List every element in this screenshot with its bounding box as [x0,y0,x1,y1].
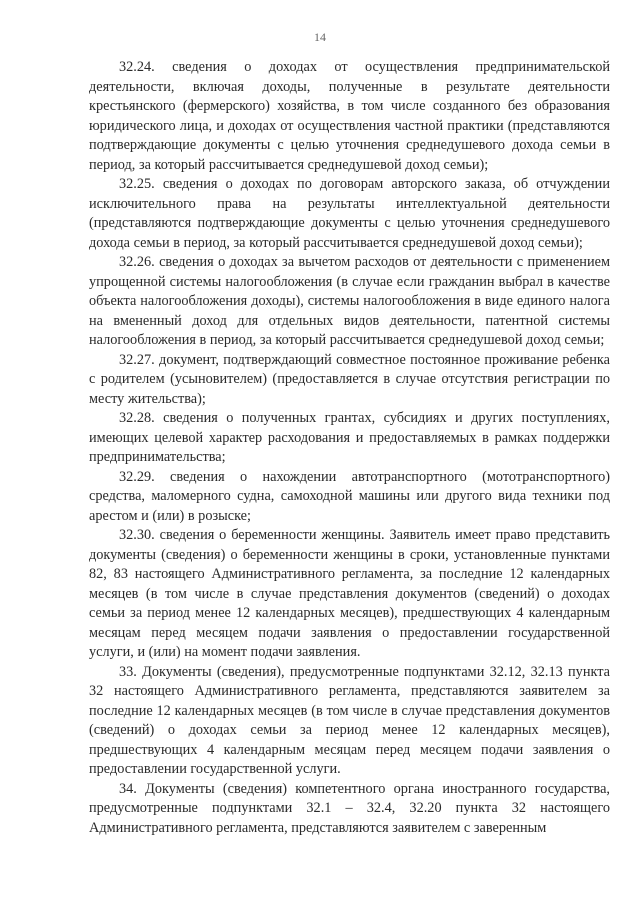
page-number: 14 [314,30,326,44]
paragraph-32-27: 32.27. документ, подтверждающий совместное постоянное проживание ребенка с родителем (усыновителем) (предоставляется в случае отсутствия регистрации по месту жительства); [89,351,610,407]
document-body [89,58,610,838]
paragraph-32-24: 32.24. сведения о доходах от осуществления предпринимательской деятельности, включая доходы, полученные в результате деятельности крестьянского (фермерского) хозяйства, в том числе созданного без образования юридического лица, и доходах от осуществления частной практики (представляются подтверждающие документы с целью уточнения среднедушевого дохода семьи в период, за который рассчитывается среднедушевой доход семьи); [89,59,610,173]
paragraph-34: 34. Документы (сведения) компетентного органа иностранного государства, предусмотренные подпунктами 32.1 – 32.4, 32.20 пункта 32 настоящего Административного регламента, представляются заявителем с заверенным [89,780,610,836]
paragraph-32-26: 32.26. сведения о доходах за вычетом расходов от деятельности с применением упрощенной системы налогообложения (в случае если гражданин выбрал в качестве объекта налогообложения доходы), системы налогообложения в виде единого налога на вмененный доход для отдельных видов деятельности, патентной системы налогообложения в период, за который рассчитывается среднедушевой доход семьи; [89,254,610,348]
paragraph-32-25: 32.25. сведения о доходах по договорам авторского заказа, об отчуждении исключительного права на результаты интеллектуальной деятельности (представляются подтверждающие документы с целью уточнения среднедушевого дохода семьи в период, за который рассчитывается среднедушевой доход семьи); [89,176,610,251]
paragraph-32-28: 32.28. сведения о полученных грантах, субсидиях и других поступлениях, имеющих целевой характер расходования и предоставляемых в рамках поддержки предпринимательства; [89,410,610,465]
paragraph-32-30: 32.30. сведения о беременности женщины. Заявитель имеет право представить документы (сведения) о беременности женщины в сроки, установленные пунктами 82, 83 настоящего Административного регламента, за последние 12 календарных месяцев (в том числе в случае представления документов (сведений) о доходах семьи за период менее 12 календарных месяцев), предшествующих 4 календарным месяцам перед месяцем подачи заявления о предоставлении государственной услуги, и (или) на момент подачи заявления. [89,527,610,660]
paragraph-32-29: 32.29. сведения о нахождении автотранспортного (мототранспортного) средства, маломерного судна, самоходной машины или другого вида техники под арестом и (или) в розыске; [89,468,610,524]
paragraph-33: 33. Документы (сведения), предусмотренные подпунктами 32.12, 32.13 пункта 32 настоящего Административного регламента, представляются заявителем за последние 12 календарных месяцев (в том числе в случае представления документов (сведений) о доходах семьи за период менее 12 календарных месяцев), предшествующих 4 календарным месяцам перед месяцем подачи заявления о предоставлении государственной услуги. [89,663,610,777]
